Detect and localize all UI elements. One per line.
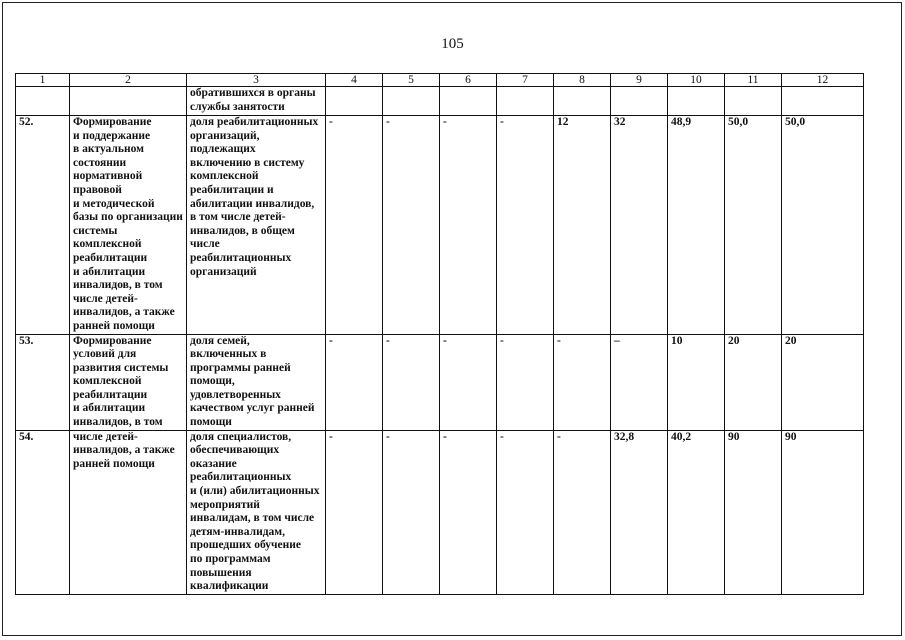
indicator-line: числе [190, 238, 220, 251]
indicator-line: квалификации [190, 580, 269, 593]
activity-line: Формирование [73, 116, 152, 128]
indicator-line: обратившихся в органы [190, 87, 316, 99]
cell-activity [70, 87, 187, 116]
header-col-10: 10 [668, 74, 725, 87]
indicator-line: помощи, [190, 375, 235, 388]
header-col-7: 7 [497, 74, 554, 87]
value-col-5: - [383, 334, 440, 430]
indicator-line: прошедших обучение [190, 539, 301, 552]
value-col-11: 50,0 [725, 116, 782, 335]
activity-line: комплексной [73, 375, 142, 388]
activity-line: правовой [73, 183, 122, 196]
activity-line: условий для [73, 348, 137, 361]
activity-line: и методической [73, 197, 155, 210]
indicator-line: доля специалистов, [190, 430, 292, 443]
indicator-line: обеспечивающих [190, 444, 280, 457]
indicator-line: детям-инвалидам, [190, 525, 285, 538]
activity-line: Формирование [73, 334, 152, 347]
activity-line: ранней помощи [73, 457, 155, 470]
value-col-8: - [554, 334, 611, 430]
value-col-6: - [440, 334, 497, 430]
value-col-8: 12 [554, 116, 611, 335]
indicator-line: доля реабилитационных [190, 116, 319, 128]
table-row [16, 430, 864, 594]
cell-activity [70, 116, 187, 335]
indicator-line: абилитации инвалидов, [190, 197, 315, 210]
value-col-4: - [326, 334, 383, 430]
header-col-5: 5 [383, 74, 440, 87]
value-col-9: 32,8 [611, 430, 668, 594]
activity-line: числе детей- [73, 430, 138, 443]
value-col-4: - [326, 116, 383, 335]
value-col-8: - [554, 430, 611, 594]
cell-activity [70, 430, 187, 594]
activity-line: нормативной [73, 170, 143, 183]
activity-line: и абилитации [73, 402, 146, 415]
value-col-7: - [497, 116, 554, 335]
value-col-6: - [440, 430, 497, 594]
value-col-7: - [497, 334, 554, 430]
table-row [16, 334, 864, 430]
activity-line: и абилитации [73, 265, 146, 278]
row-number: 52. [16, 116, 70, 335]
value-col-12: 50,0 [782, 116, 864, 335]
cell-indicator [187, 334, 326, 430]
indicator-line: реабилитационных [190, 471, 292, 484]
value-col-10: 10 [668, 334, 725, 430]
cell-indicator [187, 430, 326, 594]
value-col-11: 20 [725, 334, 782, 430]
indicator-line: реабилитации и [190, 183, 274, 196]
activity-line: состоянии [73, 156, 127, 169]
row-number: 53. [16, 334, 70, 430]
table-row [16, 116, 864, 335]
activity-line: в актуальном [73, 143, 144, 156]
indicator-line: организаций, [190, 129, 260, 142]
indicator-line: комплексной [190, 170, 259, 183]
value-col-12: 90 [782, 430, 864, 594]
indicator-line: включению в систему [190, 156, 305, 169]
value-col-9: – [611, 334, 668, 430]
indicator-line: службы занятости [190, 100, 285, 113]
activity-line: инвалидов, а также [73, 444, 175, 457]
value-col-11: 90 [725, 430, 782, 594]
header-col-4: 4 [326, 74, 383, 87]
header-col-1: 1 [16, 74, 70, 87]
activity-line: базы по организации [73, 211, 183, 224]
activity-line: и поддержание [73, 129, 151, 142]
activity-line: развития системы [73, 361, 169, 374]
header-col-11: 11 [725, 74, 782, 87]
activity-line: реабилитации [73, 388, 148, 401]
indicator-line: и (или) абилитационных [190, 485, 320, 498]
value-col-9: 32 [611, 116, 668, 335]
activity-line: инвалидов, в том [73, 279, 163, 292]
header-col-2: 2 [70, 74, 187, 87]
activity-line: реабилитации [73, 251, 148, 264]
indicator-line: качеством услуг ранней [190, 402, 315, 415]
indicator-line: организаций [190, 265, 257, 278]
indicator-table [15, 73, 864, 595]
indicator-line: инвалидам, в том числе [190, 512, 315, 525]
indicator-line: в том числе детей- [190, 211, 286, 224]
activity-line: числе детей- [73, 292, 138, 305]
value-col-5: - [383, 430, 440, 594]
value-col-10: 48,9 [668, 116, 725, 335]
cell-indicator [187, 87, 326, 116]
header-col-12: 12 [782, 74, 864, 87]
activity-line: инвалидов, в том [73, 416, 163, 429]
page-number: 105 [441, 36, 464, 52]
cell-num [16, 87, 70, 116]
indicator-line: подлежащих [190, 143, 256, 156]
indicator-line: программы ранней [190, 361, 291, 374]
header-col-9: 9 [611, 74, 668, 87]
indicator-line: помощи [190, 416, 232, 429]
row-number: 54. [16, 430, 70, 594]
value-col-12: 20 [782, 334, 864, 430]
activity-line: инвалидов, а также [73, 306, 175, 319]
continuation-row [16, 87, 864, 116]
activity-line: комплексной [73, 238, 142, 251]
indicator-line: по программам [190, 553, 271, 565]
indicator-line: оказание [190, 457, 237, 470]
header-col-3: 3 [187, 74, 326, 87]
activity-line: ранней помощи [73, 319, 155, 332]
value-col-5: - [383, 116, 440, 335]
value-col-10: 40,2 [668, 430, 725, 594]
header-row [16, 74, 864, 87]
indicator-line: инвалидов, в общем [190, 224, 295, 237]
value-col-6: - [440, 116, 497, 335]
cell-activity [70, 334, 187, 430]
value-col-4: - [326, 430, 383, 594]
indicator-line: мероприятий [190, 498, 260, 511]
indicator-line: реабилитационных [190, 251, 292, 264]
indicator-line: удовлетворенных [190, 388, 281, 401]
indicator-line: повышения [190, 566, 252, 579]
value-col-7: - [497, 430, 554, 594]
indicator-line: включенных в [190, 348, 267, 361]
indicator-line: доля семей, [190, 334, 250, 347]
cell-indicator [187, 116, 326, 335]
header-col-6: 6 [440, 74, 497, 87]
header-col-8: 8 [554, 74, 611, 87]
activity-line: системы [73, 224, 118, 237]
